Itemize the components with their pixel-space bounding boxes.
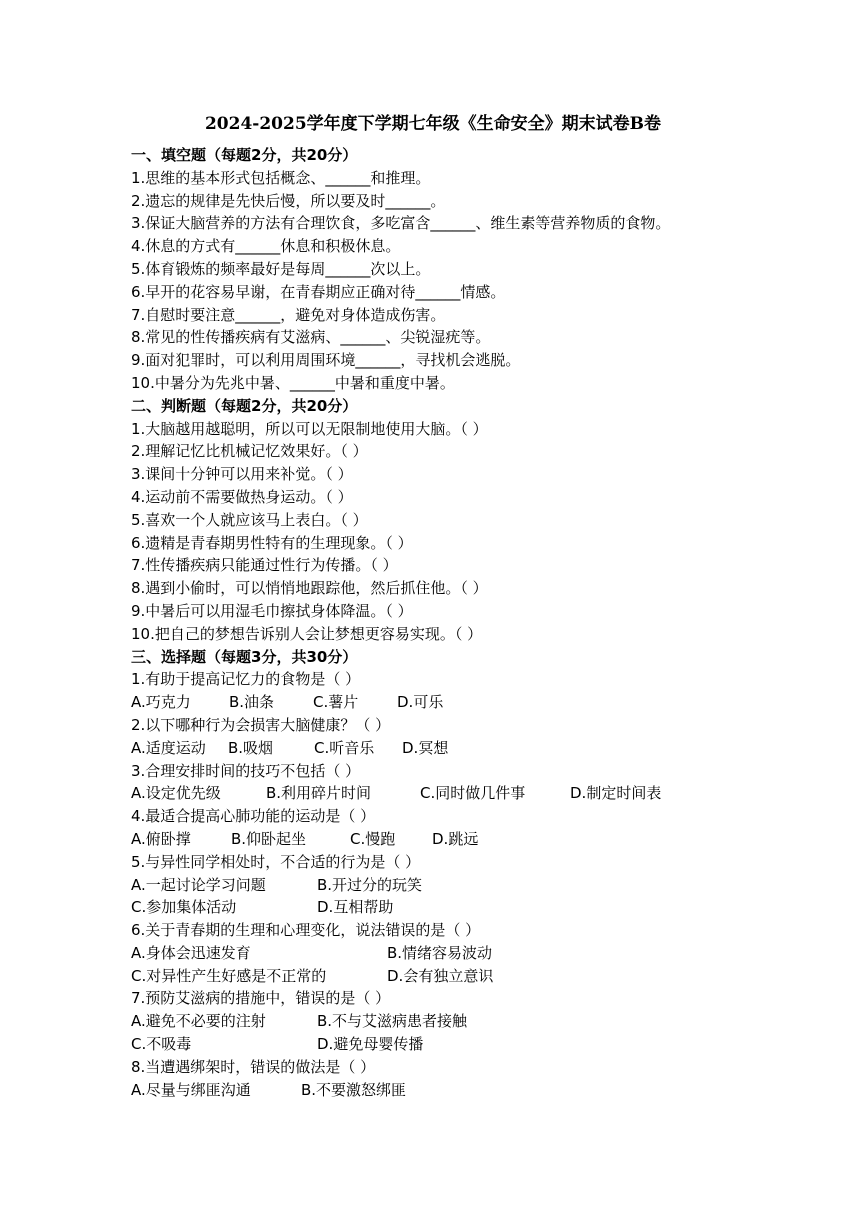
option-b: B.情绪容易波动 bbox=[387, 943, 493, 962]
question-stem: 6.关于青春期的生理和心理变化，说法错误的是（ ） bbox=[131, 921, 481, 940]
question-text: 7.性传播疾病只能通过性行为传播。（ ） bbox=[131, 556, 398, 575]
option-c: C.薯片 bbox=[313, 693, 359, 712]
option-c: C.不吸毒 bbox=[131, 1035, 192, 1054]
question-stem: 2.以下哪种行为会损害大脑健康？（ ） bbox=[131, 715, 391, 734]
option-d: D.避免母婴传播 bbox=[317, 1035, 424, 1054]
question-text: 6.早开的花容易早谢，在青春期应正确对待______情感。 bbox=[131, 282, 506, 301]
question-text: 4.运动前不需要做热身运动。（ ） bbox=[131, 487, 353, 506]
question-stem: 3.合理安排时间的技巧不包括（ ） bbox=[131, 761, 361, 780]
option-c: C.对异性产生好感是不正常的 bbox=[131, 966, 327, 985]
option-row bbox=[131, 1033, 751, 1056]
question-stem: 8.当遭遇绑架时，错误的做法是（ ） bbox=[131, 1057, 376, 1076]
question-stem: 1.有助于提高记忆力的食物是（ ） bbox=[131, 670, 361, 689]
option-a: A.适度运动 bbox=[131, 738, 206, 757]
section-heading: 二、判断题（每题2分，共20分） bbox=[131, 396, 358, 415]
option-row bbox=[131, 1010, 751, 1033]
option-row bbox=[131, 1079, 751, 1102]
question-text: 8.常见的性传播疾病有艾滋病、______、尖锐湿疣等。 bbox=[131, 328, 491, 347]
question-stem: 4.最适合提高心肺功能的运动是（ ） bbox=[131, 807, 376, 826]
option-row bbox=[131, 874, 751, 897]
question-text: 7.自慰时要注意______，避免对身体造成伤害。 bbox=[131, 305, 446, 324]
question-text: 2.遗忘的规律是先快后慢，所以要及时______。 bbox=[131, 191, 446, 210]
question-text: 5.体育锻炼的频率最好是每周______次以上。 bbox=[131, 259, 431, 278]
option-row bbox=[131, 942, 751, 965]
question-stem: 7.预防艾滋病的措施中，错误的是（ ） bbox=[131, 989, 391, 1008]
option-row bbox=[131, 828, 751, 851]
question-text: 2.理解记忆比机械记忆效果好。（ ） bbox=[131, 442, 368, 461]
option-row bbox=[131, 782, 751, 805]
option-c: C.参加集体活动 bbox=[131, 898, 237, 917]
option-row bbox=[131, 965, 751, 988]
question-text: 1.思维的基本形式包括概念、______和推理。 bbox=[131, 168, 431, 187]
option-row bbox=[131, 691, 751, 714]
option-b: B.仰卧起坐 bbox=[231, 829, 307, 848]
option-b: B.利用碎片时间 bbox=[266, 784, 372, 803]
question-text: 6.遗精是青春期男性特有的生理现象。（ ） bbox=[131, 533, 413, 552]
option-a: A.俯卧撑 bbox=[131, 829, 191, 848]
option-a: A.设定优先级 bbox=[131, 784, 221, 803]
option-row bbox=[131, 737, 751, 760]
option-b: B.开过分的玩笑 bbox=[317, 875, 423, 894]
question-text: 1.大脑越用越聪明，所以可以无限制地使用大脑。（ ） bbox=[131, 419, 488, 438]
section-heading: 三、选择题（每题3分，共30分） bbox=[131, 647, 358, 666]
question-text: 4.休息的方式有______休息和积极休息。 bbox=[131, 237, 401, 256]
question-text: 8.遇到小偷时，可以悄悄地跟踪他，然后抓住他。（ ） bbox=[131, 579, 488, 598]
option-d: D.会有独立意识 bbox=[387, 966, 494, 985]
exam-title: 2024-2025学年度下学期七年级《生命安全》期末试卷B卷 bbox=[204, 114, 662, 134]
question-text: 10.中暑分为先兆中暑、______中暑和重度中暑。 bbox=[131, 373, 455, 392]
option-c: C.同时做几件事 bbox=[420, 784, 526, 803]
option-c: C.听音乐 bbox=[314, 738, 375, 757]
option-c: C.慢跑 bbox=[350, 829, 396, 848]
option-a: A.巧克力 bbox=[131, 693, 191, 712]
option-a: A.身体会迅速发育 bbox=[131, 943, 251, 962]
option-d: D.跳远 bbox=[432, 829, 479, 848]
option-a: A.避免不必要的注射 bbox=[131, 1012, 266, 1031]
option-d: D.互相帮助 bbox=[317, 898, 394, 917]
question-stem: 5.与异性同学相处时，不合适的行为是（ ） bbox=[131, 852, 421, 871]
option-a: A.一起讨论学习问题 bbox=[131, 875, 266, 894]
judge-section bbox=[131, 395, 751, 646]
fill-blank-section bbox=[131, 144, 751, 395]
question-text: 3.保证大脑营养的方法有合理饮食，多吃富含______、维生素等营养物质的食物。 bbox=[131, 214, 671, 233]
option-a: A.尽量与绑匪沟通 bbox=[131, 1080, 251, 1099]
option-d: D.可乐 bbox=[397, 693, 444, 712]
question-text: 3.课间十分钟可以用来补觉。（ ） bbox=[131, 465, 353, 484]
option-row bbox=[131, 896, 751, 919]
question-text: 10.把自己的梦想告诉别人会让梦想更容易实现。（ ） bbox=[131, 624, 483, 643]
option-b: B.不要激怒绑匪 bbox=[301, 1080, 407, 1099]
choice-section bbox=[131, 646, 751, 1102]
question-text: 5.喜欢一个人就应该马上表白。（ ） bbox=[131, 510, 368, 529]
question-text: 9.面对犯罪时，可以利用周围环境______，寻找机会逃脱。 bbox=[131, 351, 521, 370]
question-text: 9.中暑后可以用湿毛巾擦拭身体降温。（ ） bbox=[131, 601, 413, 620]
option-b: B.吸烟 bbox=[228, 738, 274, 757]
section-heading: 一、填空题（每题2分，共20分） bbox=[131, 146, 358, 164]
option-b: B.油条 bbox=[229, 693, 275, 712]
option-d: D.制定时间表 bbox=[570, 784, 662, 803]
option-b: B.不与艾滋病患者接触 bbox=[317, 1012, 468, 1031]
option-d: D.冥想 bbox=[402, 738, 449, 757]
exam-page bbox=[131, 112, 751, 1101]
